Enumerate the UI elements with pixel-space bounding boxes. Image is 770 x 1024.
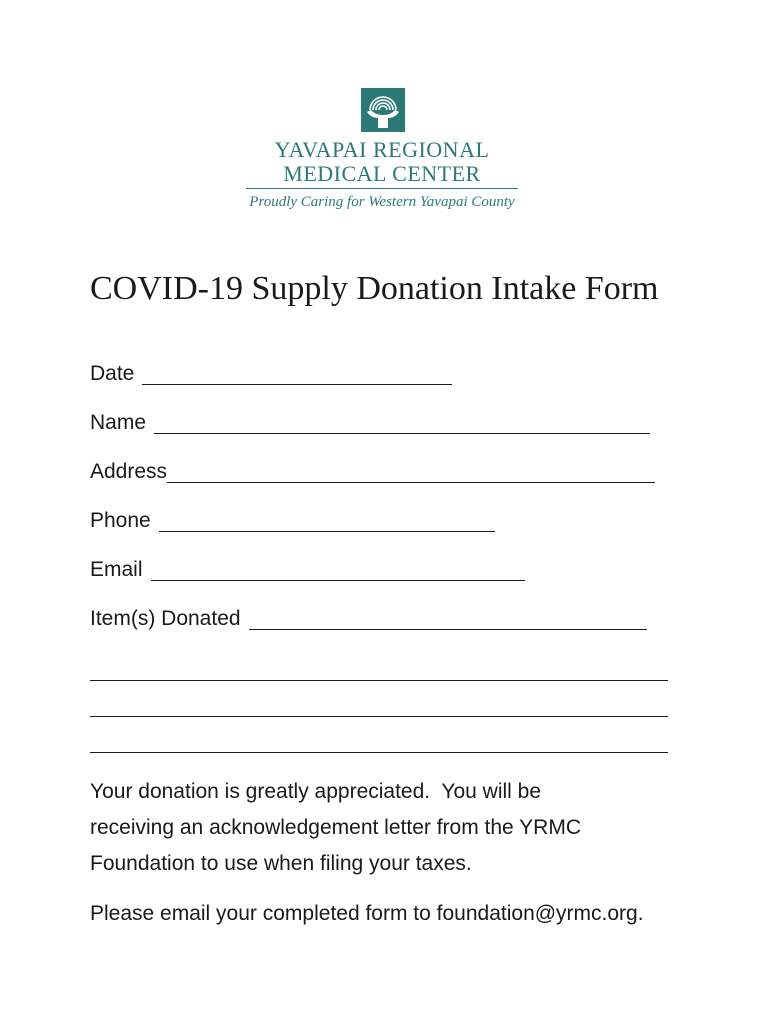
name-label: Name: [90, 411, 147, 434]
logo-name-line1: YAVAPAI REGIONAL: [274, 137, 490, 162]
appreciation-line-2: receiving an acknowledgement letter from the YRMC: [90, 816, 582, 839]
logo-tagline: Proudly Caring for Western Yavapai County: [249, 194, 515, 210]
email-instruction: Please email your completed form to foundation@yrmc.org.: [90, 902, 644, 925]
items-donated-blank-line[interactable]: [249, 607, 647, 630]
address-field: [90, 458, 655, 486]
email-blank-line[interactable]: [151, 558, 525, 581]
date-blank-line[interactable]: [142, 362, 452, 385]
phone-label: Phone: [90, 509, 151, 532]
items-donated-label: Item(s) Donated: [90, 607, 241, 630]
date-label: Date: [90, 362, 135, 385]
phone-blank-line[interactable]: [159, 509, 495, 532]
address-blank-line[interactable]: [167, 460, 655, 483]
logo-divider: [246, 188, 518, 189]
logo-name-line2: MEDICAL CENTER: [283, 161, 481, 186]
appreciation-line-3: Foundation to use when filing your taxes.: [90, 852, 472, 875]
appreciation-paragraph: [90, 774, 690, 882]
email-label: Email: [90, 558, 143, 581]
items-continuation-line-3[interactable]: [90, 751, 668, 753]
email-field: [90, 556, 525, 584]
hands-rainbow-logo-icon: [361, 88, 405, 132]
organization-logo: [246, 88, 518, 220]
phone-field: [90, 507, 495, 535]
items-donated-field: [90, 605, 647, 633]
items-continuation-line-1[interactable]: [90, 679, 668, 681]
form-title: COVID-19 Supply Donation Intake Form: [90, 270, 659, 307]
appreciation-line-1: Your donation is greatly appreciated. You will be: [90, 780, 542, 803]
address-label: Address: [90, 460, 168, 483]
items-continuation-line-2[interactable]: [90, 715, 668, 717]
name-field: [90, 409, 650, 437]
date-field: [90, 360, 452, 388]
name-blank-line[interactable]: [154, 411, 650, 434]
